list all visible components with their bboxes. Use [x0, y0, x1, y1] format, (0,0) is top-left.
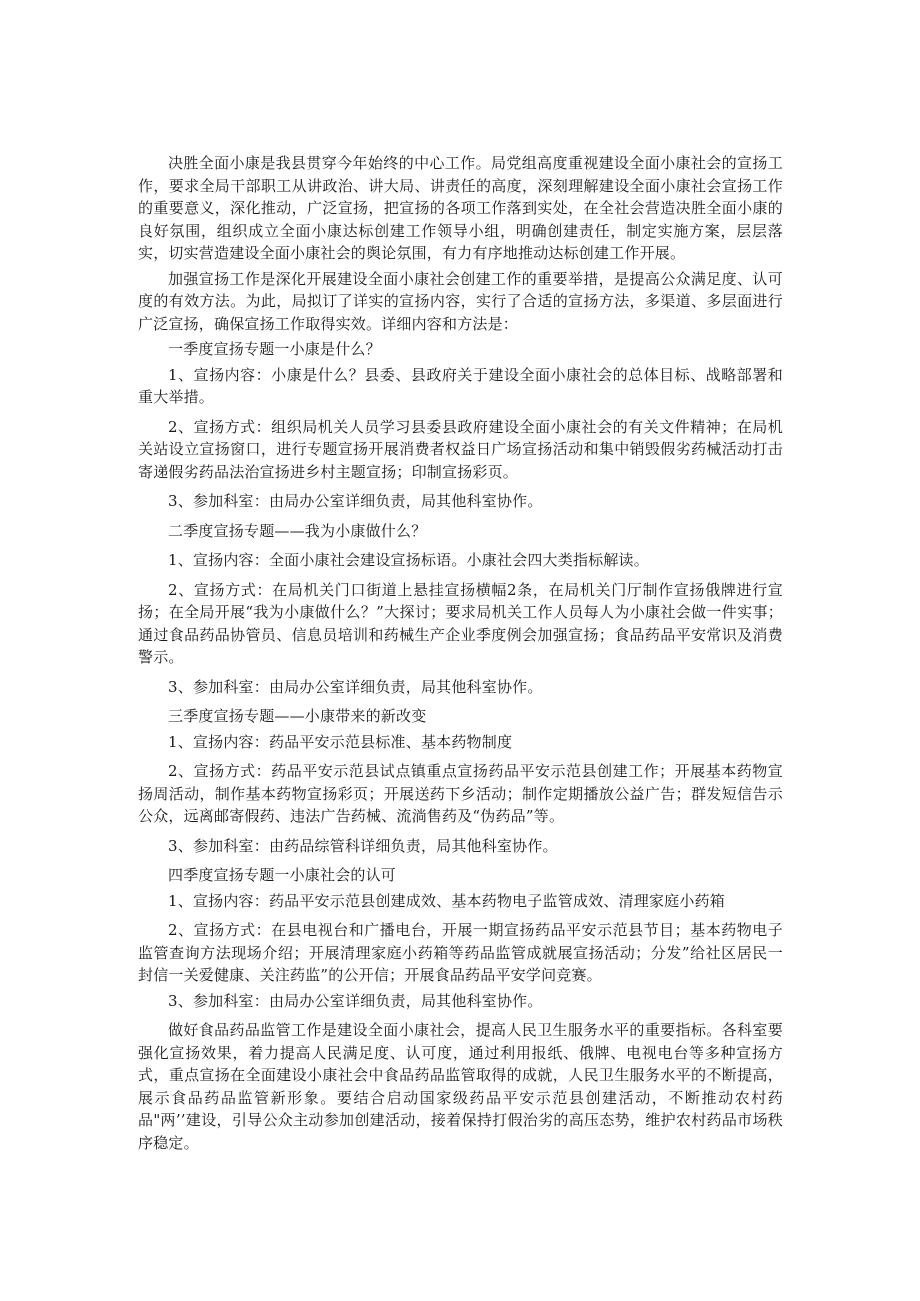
q1-heading: 一季度宣扬专题一小康是什么？ — [168, 340, 381, 358]
q3-heading: 三季度宣扬专题——小康带来的新改变 — [168, 707, 427, 725]
q2-method: 2、宣扬方式：在局机关门口街道上悬挂宣扬横幅2条，在局机关门厅制作宣扬俄牌进行宣扬；在全局开展“我为小康做什么？”大探讨；要求局机关工作人员每人为小康社会做一件实事；通过食品药品协管员、信息员培训和药械生产企业季度例会加强宣扬；食品药品平安常识及消费警示。 — [138, 580, 783, 666]
q1-department: 3、参加科室：由局办公室详细负责，局其他科室协作。 — [168, 492, 543, 510]
q4-method: 2、宣扬方式：在县电视台和广播电台，开展一期宣扬药品平安示范县节目；基本药物电子监管查询方法现场介绍；开展清理家庭小药箱等药品监管成就展宣扬活动；分发”给社区居民一封信一关爱健康、关注药监”的公开信；开展食品药品平安学问竞赛。 — [138, 921, 783, 984]
intro-paragraph: 决胜全面小康是我县贯穿今年始终的中心工作。局党组高度重视建设全面小康社会的宣扬工作，要求全局干部职工从讲政治、讲大局、讲责任的高度，深刻理解建设全面小康社会宣扬工作的重要意义，深化推动，广泛宣扬，把宣扬的各项工作落到实处，在全社会营造决胜全面小康的良好氛围，组织成立全面小康达标创建工作领导小组，明确创建责任，制定实施方案，层层落实，切实营造建设全面小康社会的舆论氛围，有力有序地推动达标创建工作开展。 — [138, 154, 783, 262]
q3-department: 3、参加科室：由药品综管科详细负责，局其他科室协作。 — [168, 836, 558, 855]
q1-method: 2、宣扬方式：组织局机关人员学习县委县政府建设全面小康社会的有关文件精神；在局机关站设立宣扬窗口，进行专题宣扬开展消费者权益日广场宣扬活动和集中销毁假劣药械活动打击寄递假劣药品法治宣扬进乡村主题宣扬；印制宣扬彩页。 — [138, 417, 783, 481]
q3-content: 1、宣扬内容：药品平安示范县标准、基本药物制度 — [168, 732, 513, 751]
q1-content: 1、宣扬内容：小康是什么？县委、县政府关于建设全面小康社会的总体目标、战略部署和重大举措。 — [138, 365, 783, 406]
document-body — [138, 152, 783, 1154]
q2-heading: 二季度宣扬专题——我为小康做什么？ — [168, 521, 427, 540]
q2-department: 3、参加科室：由局办公室详细负责，局其他科室协作。 — [168, 677, 543, 696]
q3-method: 2、宣扬方式：药品平安示范县试点镇重点宣扬药品平安示范县创建工作；开展基本药物宣扬周活动，制作基本药物宣扬彩页；开展送药下乡活动；制作定期播放公益广告；群发短信告示公众，远离邮寄假药、违法广告药械、流淌售药及“伪药品”等。 — [138, 762, 783, 825]
method-paragraph: 加强宣扬工作是深化开展建设全面小康社会创建工作的重要举措，是提高公众满足度、认可度的有效方法。为此，局拟订了详实的宣扬内容，实行了合适的宣扬方法，多渠道、多层面进行广泛宣扬，确保宣扬工作取得实效。详细内容和方法是： — [138, 269, 783, 333]
q2-content: 1、宣扬内容：全面小康社会建设宣扬标语。小康社会四大类指标解读。 — [168, 551, 649, 569]
q4-content: 1、宣扬内容：药品平安示范县创建成效、基本药物电子监管成效、清理家庭小药箱 — [168, 891, 725, 910]
closing-paragraph: 做好食品药品监管工作是建设全面小康社会，提高人民卫生服务水平的重要指标。各科室要强化宣扬效果，着力提高人民满足度、认可度，通过利用报纸、俄牌、电视电台等多种宣扬方式，重点宣扬在全面建设小康社会中食品药品监管取得的成就，人民卫生服务水平的不断提高，展示食品药品监管新形象。要结合启动国家级药品平安示范县创建活动，不断推动农村药品"两’’建设，引导公众主动参加创建活动，接着保持打假治劣的高压态势，维护农村药品市场秩序稳定。 — [138, 1021, 783, 1152]
q4-department: 3、参加科室：由局办公室详细负责，局其他科室协作。 — [168, 991, 543, 1010]
q4-heading: 四季度宣扬专题一小康社会的认可 — [168, 866, 397, 884]
